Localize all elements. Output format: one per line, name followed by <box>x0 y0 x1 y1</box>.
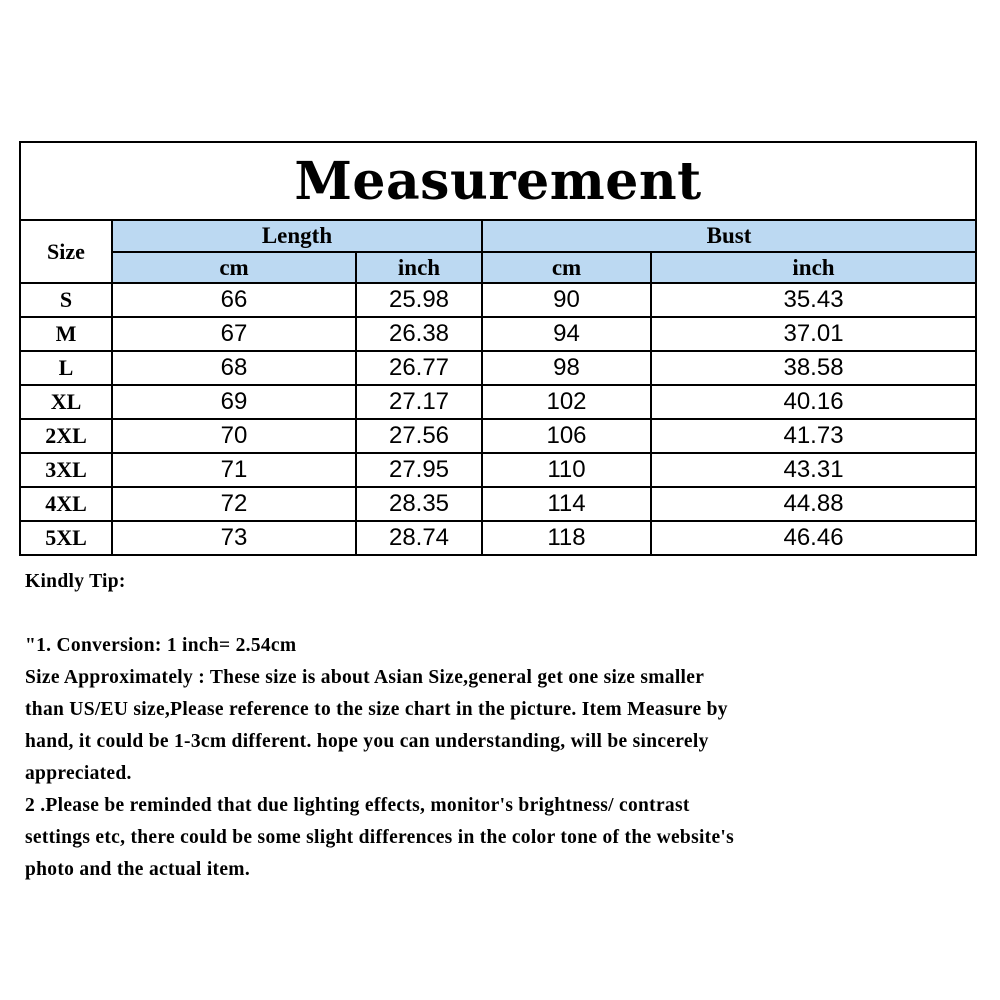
note-line: "1. Conversion: 1 inch= 2.54cm <box>25 635 297 656</box>
note-line: Size Approximately : These size is about Asian Size,general get one size smaller <box>25 667 705 688</box>
size-chart-table <box>19 141 977 556</box>
bust-cm-cell: 114 <box>482 487 651 521</box>
bust-inch-header: inch <box>651 252 976 283</box>
length-inch-header: inch <box>356 252 482 283</box>
size-label: 2XL <box>20 419 112 453</box>
bust-inch-cell: 46.46 <box>651 521 976 555</box>
length-inch-cell: 26.38 <box>356 317 482 351</box>
length-cm-cell: 67 <box>112 317 356 351</box>
bust-inch-cell: 37.01 <box>651 317 976 351</box>
size-column-header: Size <box>20 220 112 283</box>
bust-inch-cell: 38.58 <box>651 351 976 385</box>
length-cm-cell: 66 <box>112 283 356 317</box>
size-label: 4XL <box>20 487 112 521</box>
note-line: appreciated. <box>25 763 132 784</box>
bust-cm-cell: 94 <box>482 317 651 351</box>
note-line: hand, it could be 1-3cm different. hope you can understanding, will be sincerely <box>25 731 709 752</box>
table-row <box>20 351 976 385</box>
bust-inch-cell: 40.16 <box>651 385 976 419</box>
size-label: S <box>20 283 112 317</box>
note-line: photo and the actual item. <box>25 859 251 880</box>
bust-cm-cell: 110 <box>482 453 651 487</box>
size-label: 5XL <box>20 521 112 555</box>
table-row <box>20 317 976 351</box>
table-row <box>20 283 976 317</box>
length-inch-cell: 26.77 <box>356 351 482 385</box>
bust-inch-cell: 44.88 <box>651 487 976 521</box>
bust-cm-cell: 98 <box>482 351 651 385</box>
chart-title: Measurement <box>20 142 976 220</box>
length-cm-cell: 70 <box>112 419 356 453</box>
length-inch-cell: 28.35 <box>356 487 482 521</box>
table-row <box>20 385 976 419</box>
length-group-header: Length <box>112 220 482 252</box>
table-row <box>20 487 976 521</box>
length-cm-cell: 69 <box>112 385 356 419</box>
bust-cm-cell: 102 <box>482 385 651 419</box>
length-inch-cell: 27.56 <box>356 419 482 453</box>
bust-cm-cell: 90 <box>482 283 651 317</box>
table-row <box>20 453 976 487</box>
length-inch-cell: 25.98 <box>356 283 482 317</box>
table-row <box>20 521 976 555</box>
size-label: L <box>20 351 112 385</box>
length-cm-header: cm <box>112 252 356 283</box>
size-label: 3XL <box>20 453 112 487</box>
note-line: 2 .Please be reminded that due lighting effects, monitor's brightness/ contrast <box>25 795 690 816</box>
length-inch-cell: 27.17 <box>356 385 482 419</box>
length-inch-cell: 27.95 <box>356 453 482 487</box>
length-cm-cell: 73 <box>112 521 356 555</box>
length-cm-cell: 68 <box>112 351 356 385</box>
notes-heading: Kindly Tip: <box>25 571 126 592</box>
length-cm-cell: 72 <box>112 487 356 521</box>
bust-cm-header: cm <box>482 252 651 283</box>
bust-cm-cell: 106 <box>482 419 651 453</box>
note-line: than US/EU size,Please reference to the size chart in the picture. Item Measure by <box>25 699 728 720</box>
length-cm-cell: 71 <box>112 453 356 487</box>
bust-cm-cell: 118 <box>482 521 651 555</box>
bust-inch-cell: 35.43 <box>651 283 976 317</box>
kindly-tip-notes <box>25 566 975 886</box>
size-label: M <box>20 317 112 351</box>
length-inch-cell: 28.74 <box>356 521 482 555</box>
note-line: settings etc, there could be some slight differences in the color tone of the website's <box>25 827 735 848</box>
bust-group-header: Bust <box>482 220 976 252</box>
bust-inch-cell: 43.31 <box>651 453 976 487</box>
bust-inch-cell: 41.73 <box>651 419 976 453</box>
table-row <box>20 419 976 453</box>
size-label: XL <box>20 385 112 419</box>
